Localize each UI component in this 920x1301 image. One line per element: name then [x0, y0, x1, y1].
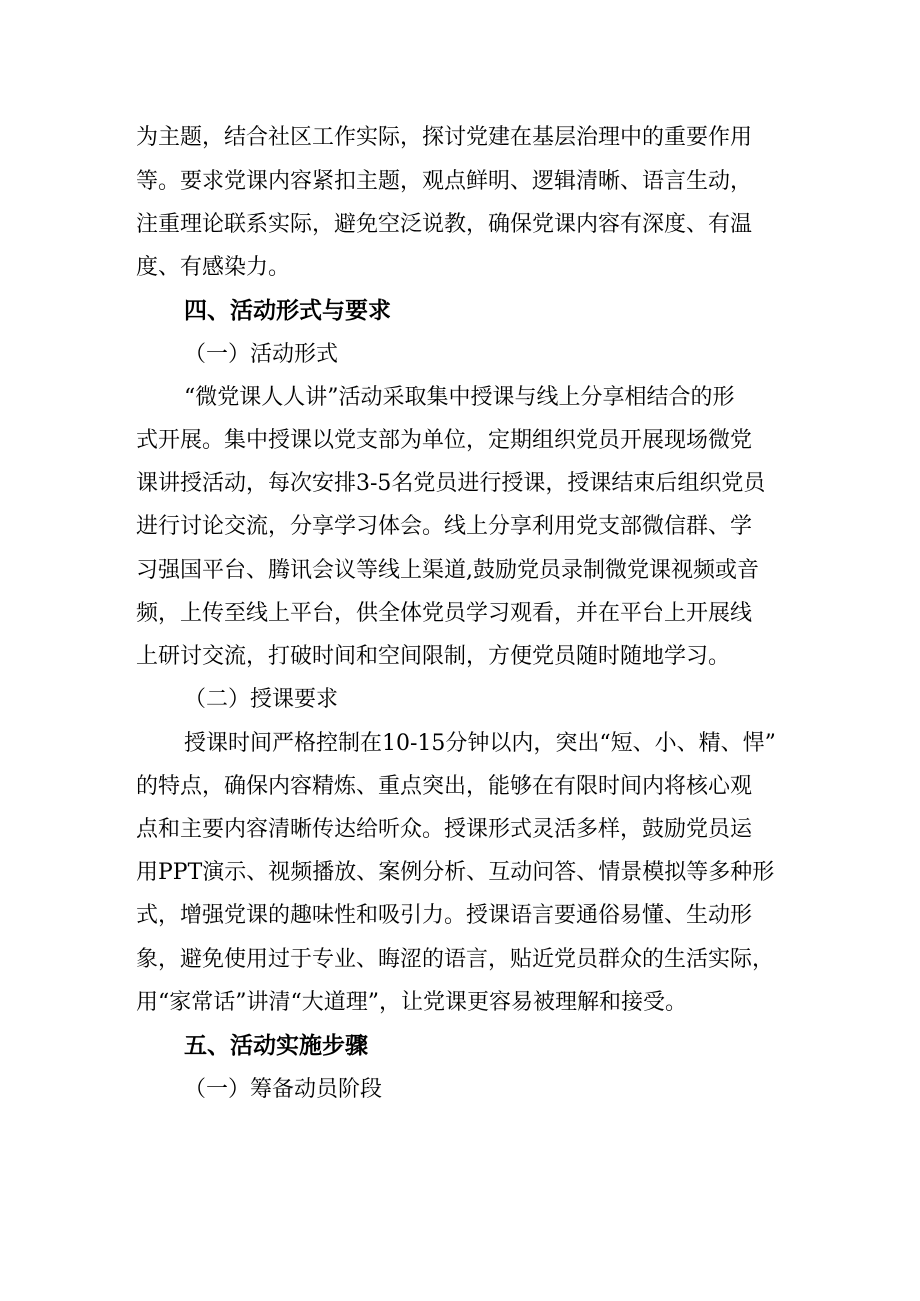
paragraph-line: 上研讨交流，打破时间和空间限制，方便党员随时随地学习。	[136, 644, 731, 669]
paragraph-line: 度、有感染力。	[136, 255, 291, 280]
paragraph-line: 注重理论联系实际，避免空泛说教，确保党课内容有深度、有温	[136, 212, 753, 237]
paragraph-line: 象，避免使用过于专业、晦涩的语言，贴近党员群众的生活实际，	[136, 947, 775, 972]
paragraph-line: 课讲授活动，每次安排3-5名党员进行授课，授课结束后组织党员	[136, 471, 766, 496]
subsection-heading: （二）授课要求	[184, 687, 339, 712]
paragraph-line: 授课时间严格控制在10-15分钟以内，突出“短、小、精、悍”	[184, 731, 776, 756]
paragraph-line: 点和主要内容清晰传达给听众。授课形式灵活多样，鼓励党员运	[136, 817, 753, 842]
paragraph-line: 为主题，结合社区工作实际，探讨党建在基层治理中的重要作用	[136, 125, 753, 150]
paragraph-line: 频，上传至线上平台，供全体党员学习观看，并在平台上开展线	[136, 601, 753, 626]
paragraph-line: 用PPT演示、视频播放、案例分析、互动问答、情景模拟等多种形	[136, 860, 775, 885]
paragraph-line: 式，增强党课的趣味性和吸引力。授课语言要通俗易懂、生动形	[136, 903, 753, 928]
paragraph-line: 习强国平台、腾讯会议等线上渠道,鼓励党员录制微党课视频或音	[136, 558, 759, 583]
paragraph-line: 式开展。集中授课以党支部为单位，定期组织党员开展现场微党	[136, 428, 753, 453]
subsection-heading: （一）活动形式	[184, 342, 339, 367]
section-heading: 四、活动形式与要求	[184, 298, 391, 324]
paragraph-line: “微党课人人讲”活动采取集中授课与线上分享相结合的形	[184, 385, 735, 410]
section-heading: 五、活动实施步骤	[184, 1033, 368, 1059]
paragraph-line: 的特点，确保内容精炼、重点突出，能够在有限时间内将核心观	[136, 774, 753, 799]
paragraph-line: 进行讨论交流，分享学习体会。线上分享利用党支部微信群、学	[136, 514, 753, 539]
paragraph-line: 等。要求党课内容紧扣主题，观点鲜明、逻辑清晰、语言生动，	[136, 169, 753, 194]
subsection-heading: （一）筹备动员阶段	[184, 1077, 383, 1102]
paragraph-line: 用“家常话”讲清“大道理”，让党课更容易被理解和接受。	[136, 990, 687, 1015]
